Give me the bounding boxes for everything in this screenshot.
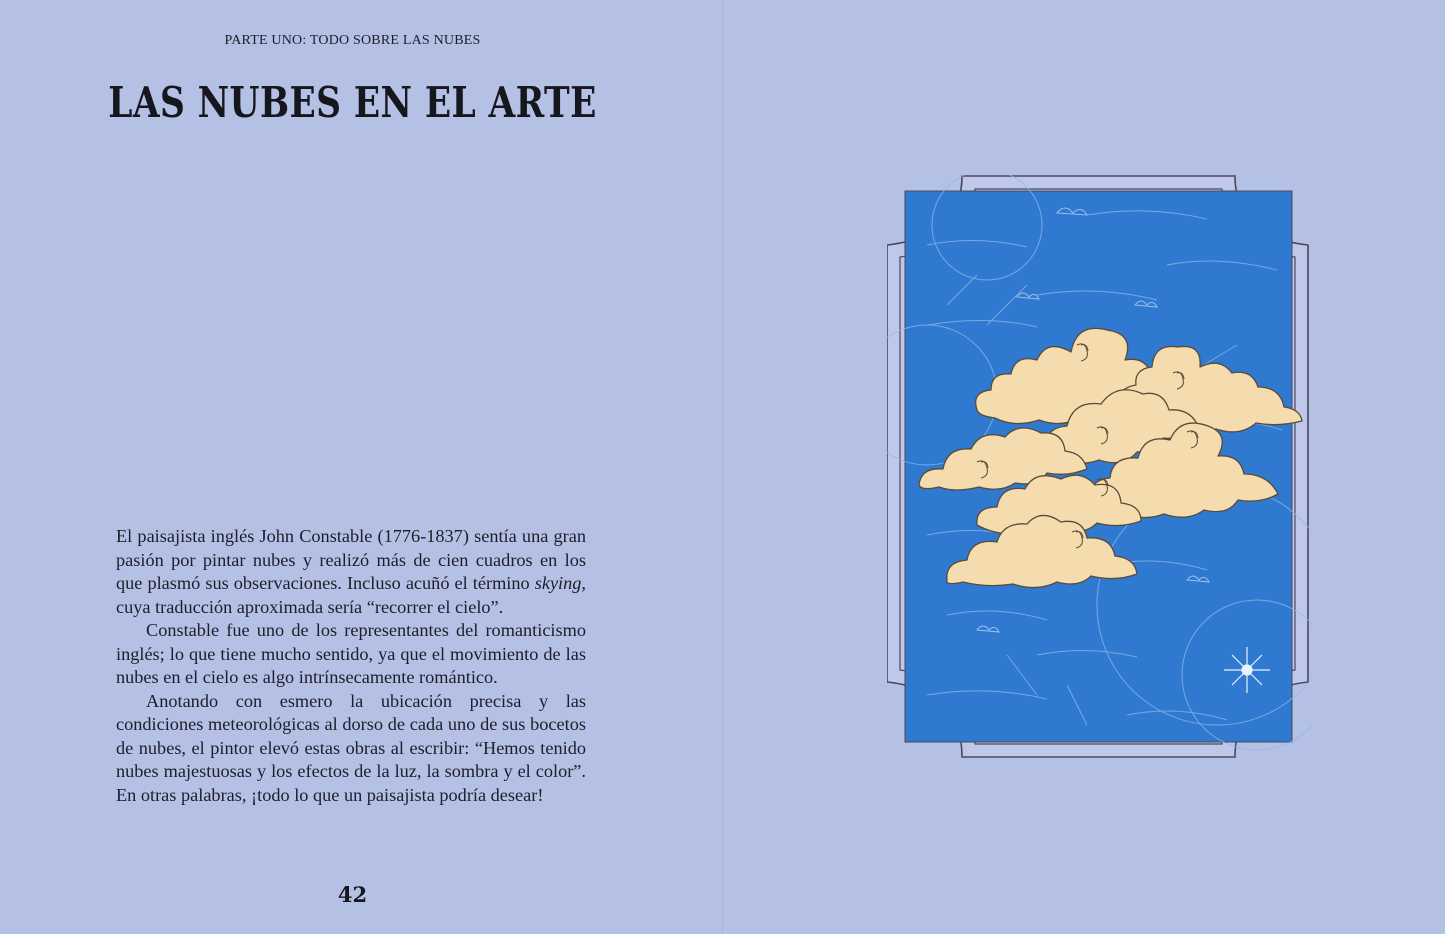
paragraph-2: Constable fue uno de los representantes del romanticismo inglés; lo que tiene mucho sentido, ya que el movimiento de las nubes en el cielo es algo intrínsecamente romántico. bbox=[116, 620, 586, 687]
left-page bbox=[0, 0, 722, 934]
body-text bbox=[116, 525, 586, 807]
paragraph-1-part-a: El paisajista inglés John Constable (1776-1837) sentía una gran pasión por pintar nubes y realizó más de cien cuadros en los que plasmó sus observaciones. Incluso acuñó el término bbox=[116, 526, 586, 593]
right-page bbox=[722, 0, 1445, 934]
paragraph-1-emphasis: skying bbox=[534, 573, 582, 593]
paragraph-1 bbox=[116, 525, 586, 619]
clouds-painting-illustration bbox=[887, 175, 1312, 760]
page-title: LAS NUBES EN EL ARTE bbox=[108, 78, 597, 127]
paragraph-1-part-b: , cuya traducción aproximada sería “recorrer el cielo”. bbox=[116, 573, 586, 617]
running-head: PARTE UNO: TODO SOBRE LAS NUBES bbox=[224, 33, 481, 48]
paragraph-3: Anotando con esmero la ubicación precisa y las condiciones meteorológicas al dorso de cada uno de sus bocetos de nubes, el pintor elevó estas obras al escribir: “Hemos tenido nubes majestuosas y los efectos de la luz, la sombra y el color”. En otras palabras, ¡todo lo que un paisajista podría desear! bbox=[116, 690, 586, 805]
page-number: 42 bbox=[337, 882, 368, 907]
